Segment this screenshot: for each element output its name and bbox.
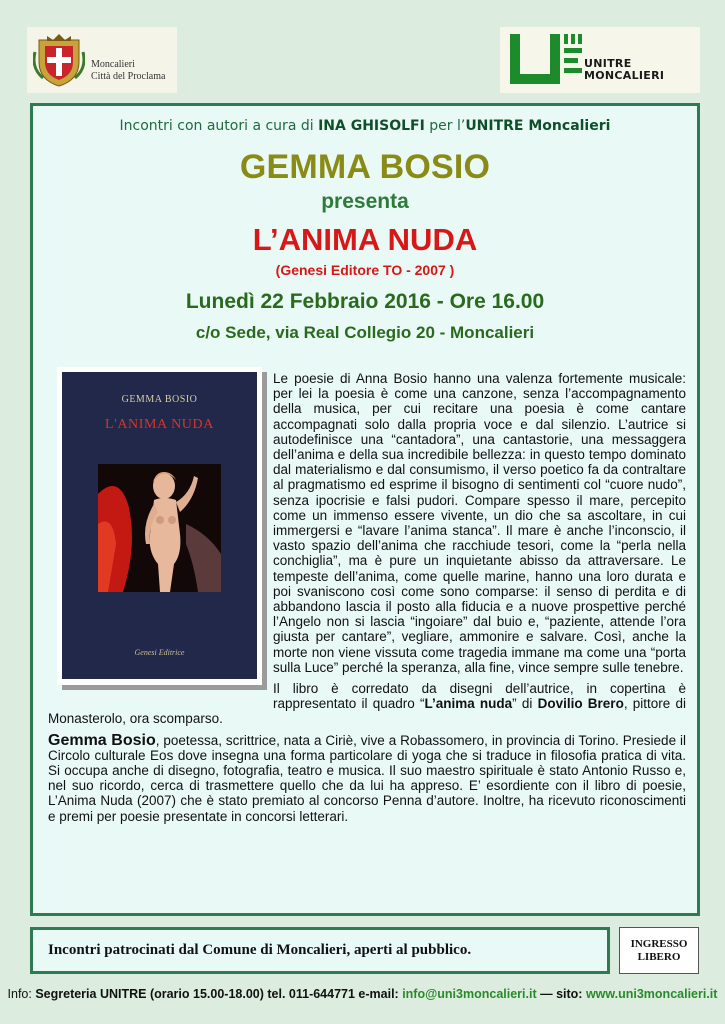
footer-email-link[interactable]: info@uni3moncalieri.it bbox=[402, 987, 537, 1001]
unitre-mark-icon bbox=[504, 30, 590, 90]
event-panel bbox=[30, 103, 700, 916]
event-venue: c/o Sede, via Real Collegio 20 - Moncalieri bbox=[195, 323, 535, 342]
bio-author-name: Gemma Bosio bbox=[48, 731, 156, 749]
description-paragraph: Le poesie di Anna Bosio hanno una valenza fortemente musicale: per lei la poesia è come una canzone, senza l’accompagnamento della musica, per cui recitare una poesia è come cantare accompagnati solo dalla propria voce e dal silenzio. L’autrice si autodefinisce una “cantadora”, una cantastorie, una messaggera dell’anima e della sua incredibile bellezza: in questo tempo dominato dal materialismo e dal consumismo, il verso poetico fa da contraltare al pragmatismo ed esprime il bisogno di sentimenti col “cuore nudo”, senza ipocrisie e falsi pudori. Compare spesso il mare, percepito come un immenso essere vivente, un dio che sa ascoltare, in cui immergersi e “lavare l’anima stanca”. Il mare è anche l’inconscio, il vasto spazio dell’anima che racchiude tesori, come la “perla nella conchiglia”, ma è pure un inquietante abisso da attraversare. Le tempeste dell’anima, come quelle marine, hanno una loro durata e poi svaniscono così come sono comparse: il senso di perdita e di abbandono lascia il posto alla fiducia e a nuove prospettive perché l’Angelo non si lascia “ingoiare” dal buio e, “paziente, attende l’ora giusta per cantare”, vegliare, ammonire e salvare. Così, anche la morte non viene vissuta come tragedia immane ma come una “porta sulla Luce” perché la speranza, alla fine, vince sempre sulle tenebre. bbox=[273, 371, 686, 675]
publisher-line: (Genesi Editore TO - 2007 ) bbox=[275, 262, 455, 278]
logo-caption-city: Moncalieri bbox=[91, 59, 135, 70]
footer-info bbox=[0, 987, 725, 1001]
intro-line bbox=[33, 118, 697, 134]
intro-prefix: Incontri con autori a cura di bbox=[119, 118, 319, 134]
painter-name: Dovilio Brero bbox=[537, 696, 624, 712]
moncalieri-logo bbox=[27, 27, 177, 93]
footer-info-label: Info: bbox=[7, 987, 36, 1001]
organization-name: UNITRE Moncalieri bbox=[465, 118, 611, 134]
unitre-logo bbox=[500, 27, 700, 93]
unitre-logo-city: MONCALIERI bbox=[584, 69, 665, 82]
footer-separator: — sito: bbox=[536, 987, 586, 1001]
cover-paragraph-text-2: ” di bbox=[512, 696, 538, 712]
book-title: L’ANIMA NUDA bbox=[252, 222, 478, 257]
intro-middle: per l’ bbox=[424, 118, 466, 134]
footer-site-link[interactable]: www.uni3moncalieri.it bbox=[585, 987, 718, 1001]
cover-paragraph-text-3: , pittore di Monasterolo, ora scomparso. bbox=[48, 696, 686, 727]
bio-paragraph bbox=[48, 733, 686, 824]
event-date: Lunedì 22 Febbraio 2016 - Ore 16.00 bbox=[185, 290, 545, 313]
free-entry-badge bbox=[619, 927, 699, 974]
free-entry-line2: LIBERO bbox=[637, 950, 681, 963]
patronage-box bbox=[30, 927, 610, 974]
author-heading: GEMMA BOSIO bbox=[239, 148, 491, 186]
cover-paragraph-text-1: Il libro è corredato da disegni dell’autrice, in copertina è rappresentato il quadro “ bbox=[273, 681, 686, 712]
painting-title: L’anima nuda bbox=[424, 696, 513, 712]
footer-contact: Segreteria UNITRE (orario 15.00-18.00) tel. 011-644771 e-mail: bbox=[35, 987, 403, 1001]
article-body bbox=[48, 371, 686, 830]
cover-publisher: Genesi Editrice bbox=[134, 648, 185, 657]
patronage-text: Incontri patrocinati dal Comune di Moncalieri, aperti al pubblico. bbox=[48, 942, 472, 958]
presenta-label: presenta bbox=[321, 190, 409, 213]
curator-name: INA GHISOLFI bbox=[318, 118, 425, 134]
unitre-logo-name: UNITRE bbox=[584, 57, 632, 70]
bio-text: , poetessa, scrittrice, nata a Ciriè, vive a Robassomero, in provincia di Torino. Presiede il Circolo culturale Eos dove insegna una forma particolare di yoga che si traduce in filosofia pratica di vita. Si occupa anche di disegno, fotografia, teatro e musica. Il suo maestro spirituale è stato Antonio Russo e, nel suo ricordo, cerca di trasmettere quello che da lui ha appreso. E’ esordiente con il libro di poesie, L’Anima Nuda (2007) che è stato premiato al concorso Penna d’autore. Inoltre, ha ricevuto riconoscimenti e premi per poesie presentate in concorsi letterari. bbox=[48, 732, 686, 824]
logo-caption-motto: Città del Proclama bbox=[91, 71, 166, 82]
cover-author: GEMMA BOSIO bbox=[121, 394, 198, 405]
cover-title: L'ANIMA NUDA bbox=[105, 417, 214, 432]
coat-of-arms-icon bbox=[33, 32, 85, 88]
free-entry-line1: INGRESSO bbox=[630, 937, 688, 950]
